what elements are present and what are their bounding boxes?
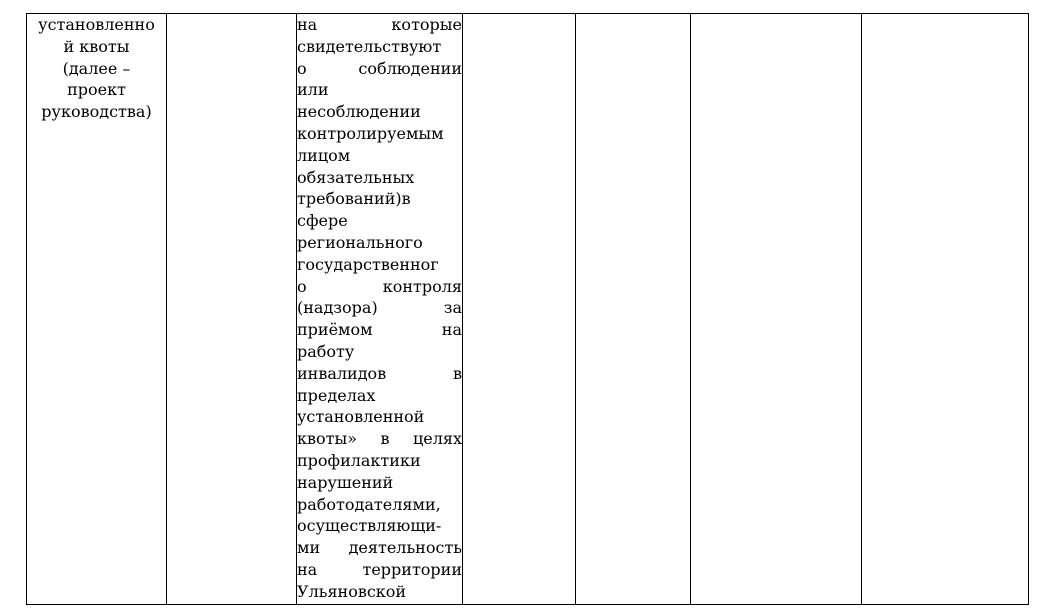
cell-text-line: проект [67,80,126,100]
cell-text-line: й квоты [63,36,130,56]
cell-text-line: свидетельствуют [297,36,442,56]
cell-text-line: работодателями, [297,494,441,514]
cell-text-line: (надзора) за [297,298,462,318]
cell-text-line: осуществляющи- [297,516,442,536]
cell-text-block [27,14,166,123]
table-cell-empty [691,14,862,605]
cell-text-line: государственног [297,254,439,274]
document-table [26,13,1029,605]
cell-text-line: контролируемым [297,123,444,143]
cell-text-line: или [297,80,329,100]
cell-text-line: нарушений [297,472,394,492]
table-row [27,14,1029,605]
cell-text-line: Ульяновской [297,581,407,601]
cell-text-line: о контроля [297,276,462,296]
cell-text-line: требований)в [297,189,411,209]
table-cell-empty [167,14,297,605]
cell-text-line: о соблюдении [297,58,462,78]
cell-text-line: (далее – [62,58,131,78]
cell-text-line: пределах [297,385,376,405]
cell-text-line: работу [297,341,355,361]
cell-text-line: обязательных [297,167,415,187]
table-cell-description [297,14,463,605]
cell-text-line: приёмом на [297,320,462,340]
table-cell-project-name [27,14,167,605]
cell-text-line: установленно [38,15,155,34]
cell-text-line: ми деятельность [297,538,462,558]
cell-text-line: на территории [297,559,462,579]
cell-text-line: установленной [297,407,425,427]
table-cell-empty [862,14,1029,605]
cell-text-line: руководства) [41,102,152,122]
cell-text-line: несоблюдении [297,102,421,122]
table-cell-empty [576,14,691,605]
cell-text-line: профилактики [297,450,421,470]
cell-text-line: регионального [297,232,423,252]
cell-text-line: квоты» в целях [297,429,462,449]
cell-text-line: сфере [297,211,348,231]
cell-text-line: на которые [297,15,462,34]
table-cell-empty [463,14,576,605]
cell-text-line: лицом [297,145,351,165]
cell-text-block [297,14,462,603]
cell-text-line: инвалидов в [297,363,462,383]
